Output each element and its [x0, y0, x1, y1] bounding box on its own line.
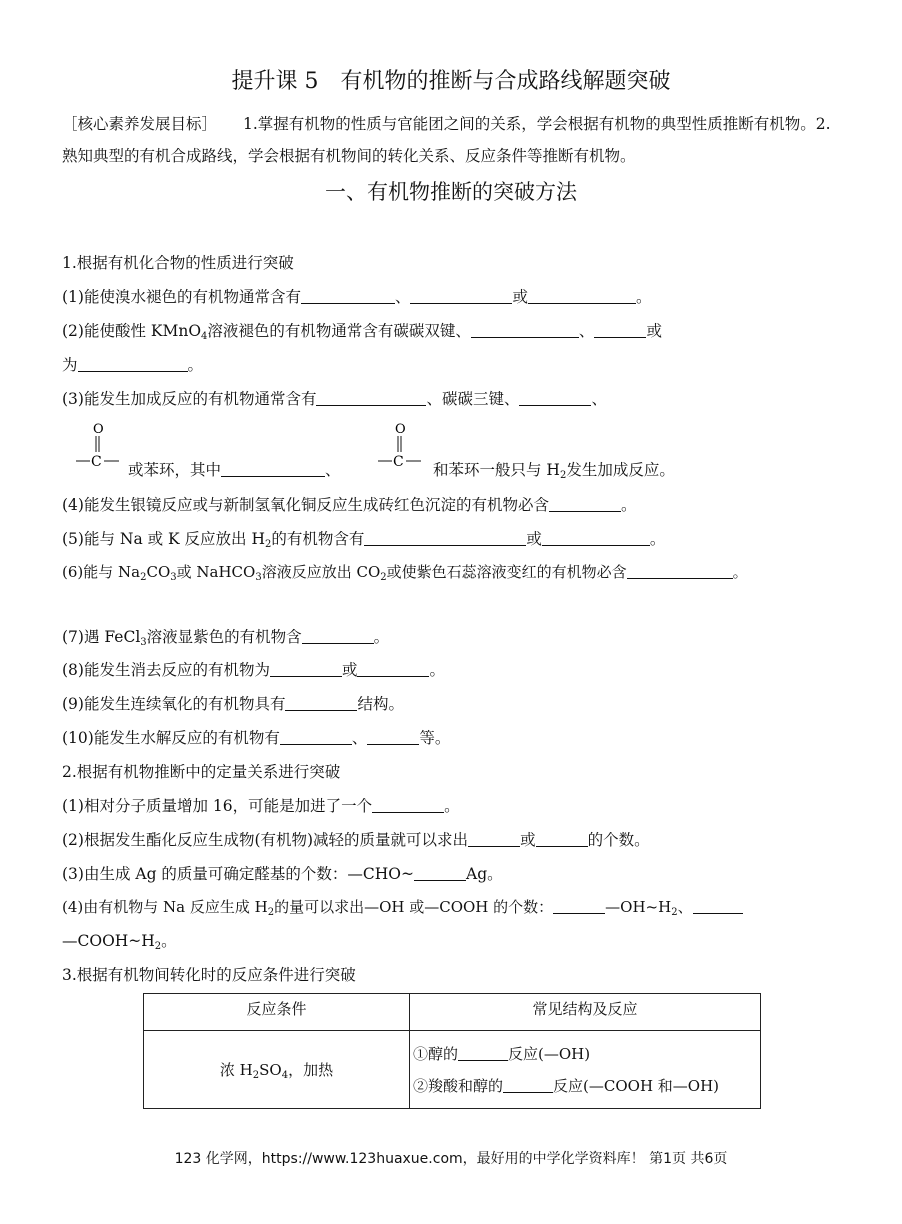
text: 溶液反应放出 CO — [261, 563, 381, 581]
text: (1)能使溴水褪色的有机物通常含有 — [62, 288, 301, 306]
text: 。 — [620, 496, 637, 514]
cell-structure — [410, 1031, 761, 1109]
subscript: 3 — [170, 572, 177, 583]
text: 、 — [325, 461, 341, 479]
text: (8)能发生消去反应的有机物为 — [62, 661, 270, 679]
text: 溶液显紫色的有机物含 — [146, 628, 302, 646]
text: 或 — [512, 288, 528, 306]
text: Ag。 — [466, 865, 503, 883]
blank — [316, 389, 426, 406]
text: 或 — [646, 322, 662, 340]
blank — [549, 495, 621, 512]
subscript: 2 — [267, 907, 275, 918]
blank — [367, 728, 419, 745]
carbonyl-o: O — [93, 422, 104, 437]
blank — [458, 1044, 508, 1061]
text: 、 — [677, 898, 693, 916]
text: 。 — [444, 797, 460, 815]
text: ②羧酸和醇的 — [413, 1076, 504, 1095]
p2-q4 — [62, 896, 743, 917]
subscript: 2 — [559, 470, 567, 481]
p2-q4-cont — [62, 929, 177, 951]
carbonyl-c: C — [91, 454, 102, 470]
text: 和苯环一般只与 H — [433, 461, 560, 479]
goal-line-1 — [62, 112, 831, 134]
text: (7)遇 FeCl — [62, 628, 141, 646]
reaction-condition-table — [143, 993, 761, 1109]
p1-q2-cont — [62, 353, 203, 375]
subscript: 2 — [380, 572, 387, 583]
p2-q1 — [62, 794, 460, 816]
text: 。 — [636, 288, 652, 306]
text: (4)能发生银镜反应或与新制氢氧化铜反应生成砖红色沉淀的有机物必含 — [62, 496, 549, 514]
goal-label: ［核心素养发展目标］ — [62, 115, 218, 133]
subscript: 2 — [671, 907, 678, 918]
text: 反应(—COOH 和—OH) — [553, 1076, 720, 1095]
blank — [503, 1076, 553, 1093]
blank — [372, 796, 444, 813]
p1-q3-cont-b — [433, 458, 675, 480]
text: 。 — [161, 932, 177, 950]
structure-line-1 — [413, 1038, 760, 1070]
text: 。 — [649, 530, 666, 548]
text: 、 — [351, 729, 368, 747]
p1-q2 — [62, 319, 662, 341]
text: —COOH~H — [62, 932, 155, 950]
blank — [364, 529, 526, 546]
text: 。 — [373, 628, 390, 646]
blank — [542, 529, 650, 546]
text: 的有机物含有 — [271, 530, 365, 548]
text: (3)由生成 Ag 的质量可确定醛基的个数：—CHO~ — [62, 865, 414, 883]
p1-q6 — [62, 561, 748, 582]
subscript: 3 — [255, 572, 262, 583]
p1-q8 — [62, 658, 445, 680]
text: 为 — [62, 356, 78, 374]
carbonyl-structure-icon — [376, 420, 424, 470]
blank — [627, 562, 733, 579]
blank — [471, 321, 579, 338]
blank — [280, 728, 352, 745]
text: 或 — [341, 661, 358, 679]
text: 溶液褪色的有机物通常含有碳碳双键、 — [207, 322, 471, 340]
structure-line-2 — [413, 1070, 760, 1102]
text: (5)能与 Na 或 K 反应放出 H — [62, 530, 265, 548]
text: SO — [259, 1061, 282, 1079]
p1-q7 — [62, 625, 389, 647]
text: 。 — [187, 356, 204, 374]
subscript: 2 — [252, 1070, 260, 1081]
text: 浓 H — [219, 1061, 253, 1079]
text: 。 — [429, 661, 445, 679]
blank — [528, 287, 636, 304]
text: 。 — [732, 563, 748, 581]
subscript: 2 — [140, 572, 147, 583]
text: (2)能使酸性 KMnO — [62, 322, 202, 340]
page-title: 提升课 5 有机物的推断与合成路线解题突破 — [231, 69, 671, 94]
blank — [410, 287, 512, 304]
p1-q9 — [62, 692, 404, 714]
blank — [594, 321, 646, 338]
goal-text-1: 1.掌握有机物的性质与官能团之间的关系，学会根据有机物的典型性质推断有机物。2. — [243, 115, 831, 133]
text: 的个数。 — [587, 831, 650, 849]
text: 、 — [394, 288, 411, 306]
text: 发生加成反应。 — [566, 461, 675, 479]
text: 的量可以求出—OH 或—COOH 的个数： — [274, 898, 554, 916]
part2-heading: 2.根据有机物推断中的定量关系进行突破 — [62, 763, 341, 781]
table-row — [144, 1031, 761, 1109]
p2-q2 — [62, 828, 650, 850]
p1-q10 — [62, 726, 450, 748]
subscript: 3 — [140, 637, 147, 648]
p1-q3 — [62, 387, 607, 409]
carbonyl-c: C — [393, 454, 404, 470]
blank — [414, 864, 466, 881]
header-structure: 常见结构及反应 — [410, 994, 761, 1031]
section-title: 一、有机物推断的突破方法 — [325, 180, 577, 204]
blank — [519, 389, 591, 406]
text: 或 — [520, 831, 536, 849]
goal-line-2: 熟知典型的有机合成路线，学会根据有机物间的转化关系、反应条件等推断有机物。 — [62, 147, 636, 165]
blank — [285, 694, 357, 711]
part1-heading: 1.根据有机化合物的性质进行突破 — [62, 254, 294, 272]
text: 结构。 — [357, 695, 404, 713]
text: (9)能发生连续氧化的有机物具有 — [62, 695, 286, 713]
subscript: 4 — [201, 331, 208, 342]
text: 反应(—OH) — [508, 1044, 591, 1063]
blank — [301, 287, 395, 304]
text: 、 — [591, 390, 607, 408]
text: (10)能发生水解反应的有机物有 — [62, 729, 280, 747]
header-condition: 反应条件 — [144, 994, 410, 1031]
text: (4)由有机物与 Na 反应生成 H — [62, 898, 268, 916]
blank — [468, 830, 520, 847]
text: 或 NaHCO — [176, 563, 256, 581]
text: ，加热 — [288, 1061, 334, 1079]
blank — [270, 660, 342, 677]
table-header-row — [144, 994, 761, 1031]
text: (1)相对分子质量增加 16，可能是加进了一个 — [62, 797, 373, 815]
subscript: 2 — [265, 539, 272, 550]
part3-heading: 3.根据有机物间转化时的反应条件进行突破 — [62, 966, 356, 984]
page-footer: 123 化学网，https://www.123huaxue.com，最好用的中学化学资料库！ 第1页 共6页 — [174, 1151, 728, 1167]
p1-q5 — [62, 527, 665, 549]
p1-q3-cont-a — [128, 458, 341, 480]
text: (2)根据发生酯化反应生成物(有机物)减轻的质量就可以求出 — [62, 831, 469, 849]
text: (6)能与 Na — [62, 563, 141, 581]
text: (3)能发生加成反应的有机物通常含有 — [62, 390, 317, 408]
subscript: 2 — [154, 941, 162, 952]
text: 等。 — [419, 729, 451, 747]
text: 、碳碳三键、 — [426, 390, 520, 408]
text: 、 — [578, 322, 595, 340]
text: ①醇的 — [413, 1044, 459, 1063]
blank — [302, 627, 374, 644]
cell-condition — [144, 1031, 410, 1109]
blank — [78, 355, 188, 372]
text: —OH~H — [605, 898, 672, 916]
blank — [221, 460, 325, 477]
blank — [553, 897, 605, 914]
text: 或使紫色石蕊溶液变红的有机物必含 — [386, 563, 627, 581]
p2-q3 — [62, 862, 503, 884]
blank — [693, 897, 743, 914]
p1-q4 — [62, 493, 636, 515]
text: 或苯环，其中 — [128, 461, 222, 479]
text: CO — [146, 563, 171, 581]
carbonyl-o: O — [395, 422, 406, 437]
blank — [357, 660, 429, 677]
subscript: 4 — [281, 1070, 289, 1081]
text: 或 — [526, 530, 542, 548]
p1-q1 — [62, 285, 652, 307]
carbonyl-structure-icon — [74, 420, 122, 470]
blank — [536, 830, 588, 847]
